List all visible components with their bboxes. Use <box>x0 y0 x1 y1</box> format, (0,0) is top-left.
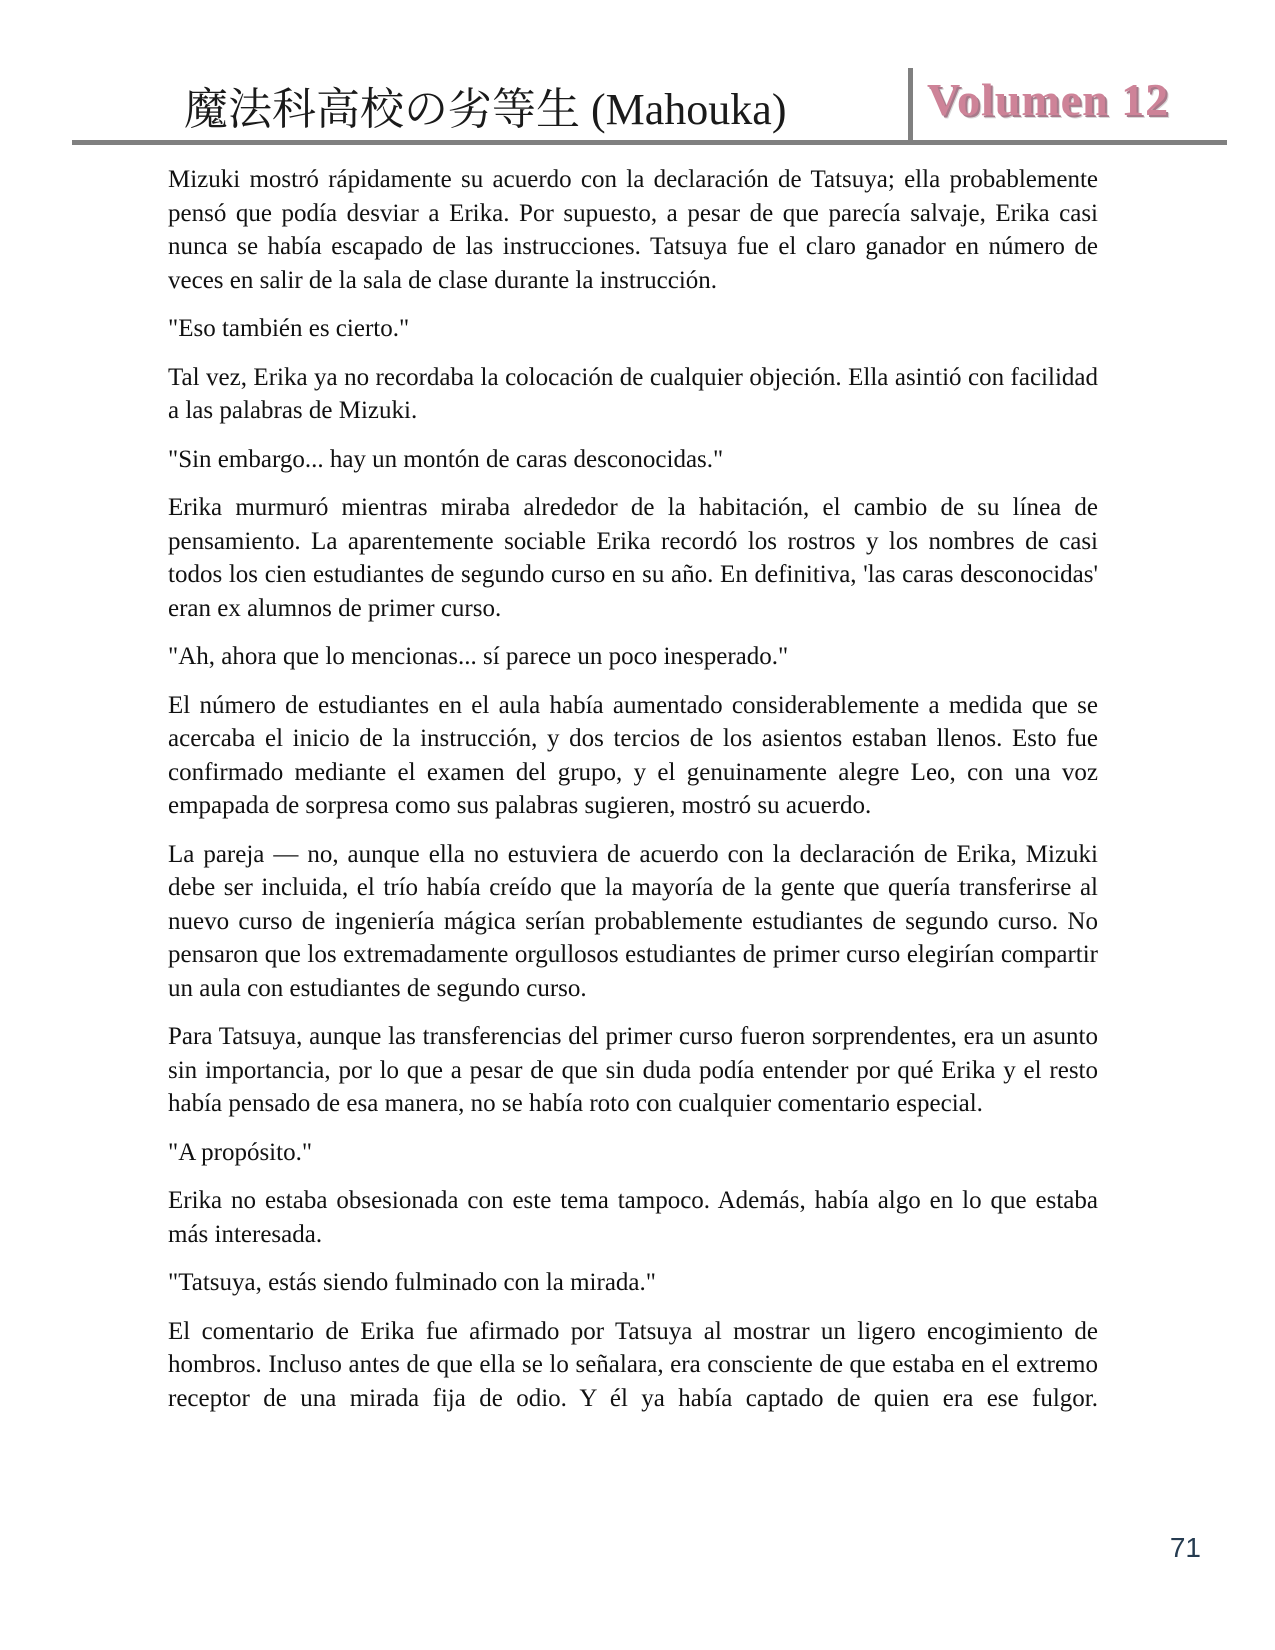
book-title: 魔法科高校の劣等生 (Mahouka) <box>184 84 787 134</box>
volume-label: Volumen 12 <box>927 74 1170 125</box>
paragraph: Para Tatsuya, aunque las transferencias del primer curso fueron sorprendentes, era un asunto sin importancia, por lo que a pesar de que sin duda podía entender por qué Erika y el resto había pensado de esa manera, no se había roto con cualquier comentario especial. <box>168 1023 1098 1117</box>
paragraph: El comentario de Erika fue afirmado por Tatsuya al mostrar un ligero encogimiento de hombros. Incluso antes de que ella se lo señalara, era consciente de que estaba en el extremo receptor de una mirada fija de odio. Y él ya había captado de quien era ese fulgor. <box>168 1317 1098 1412</box>
page-header <box>72 0 1227 145</box>
paragraph: Erika murmuró mientras miraba alrededor de la habitación, el cambio de su línea de pensamiento. La aparentemente sociable Erika recordó los rostros y los nombres de casi todos los cien estudiantes de segundo curso en su año. En definitiva, 'las caras desconocidas' eran ex alumnos de primer curso. <box>168 494 1098 622</box>
paragraph: La pareja — no, aunque ella no estuviera de acuerdo con la declaración de Erika, Mizuki debe ser incluida, el trío había creído que la mayoría de la gente que quería transferirse al nuevo curso de ingeniería mágica serían probablemente estudiantes de segundo curso. No pensaron que los extremadamente orgullosos estudiantes de primer curso elegirían compartir un aula con estudiantes de segundo curso. <box>168 840 1098 1002</box>
paragraph: El número de estudiantes en el aula había aumentado considerablemente a medida que se acercaba el inicio de la instrucción, y dos tercios de los asientos estaban llenos. Esto fue confirmado mediante el examen del grupo, y el genuinamente alegre Leo, con una voz empapada de sorpresa como sus palabras sugieren, mostró su acuerdo. <box>168 691 1098 819</box>
paragraph-dialogue: "Sin embargo... hay un montón de caras desconocidas." <box>168 445 724 473</box>
paragraph-dialogue: "Eso también es cierto." <box>168 315 410 342</box>
paragraph-dialogue: "Tatsuya, estás siendo fulminado con la mirada." <box>168 1269 656 1296</box>
page-number: 71 <box>1169 1532 1201 1563</box>
paragraph-dialogue: "A propósito." <box>168 1138 313 1166</box>
paragraph-dialogue: "Ah, ahora que lo mencionas... sí parece un poco inesperado." <box>168 643 789 670</box>
paragraph: Tal vez, Erika ya no recordaba la colocación de cualquier objeción. Ella asintió con facilidad a las palabras de Mizuki. <box>168 363 1098 424</box>
paragraph: Erika no estaba obsesionada con este tema tampoco. Además, había algo en lo que estaba más interesada. <box>168 1187 1098 1248</box>
body-text <box>168 163 1098 1415</box>
paragraph: Mizuki mostró rápidamente su acuerdo con la declaración de Tatsuya; ella probablemente pensó que podía desviar a Erika. Por supuesto, a pesar de que parecía salvaje, Erika casi nunca se había escapado de las instrucciones. Tatsuya fue el claro ganador en número de veces en salir de la sala de clase durante la instrucción. <box>168 166 1098 294</box>
